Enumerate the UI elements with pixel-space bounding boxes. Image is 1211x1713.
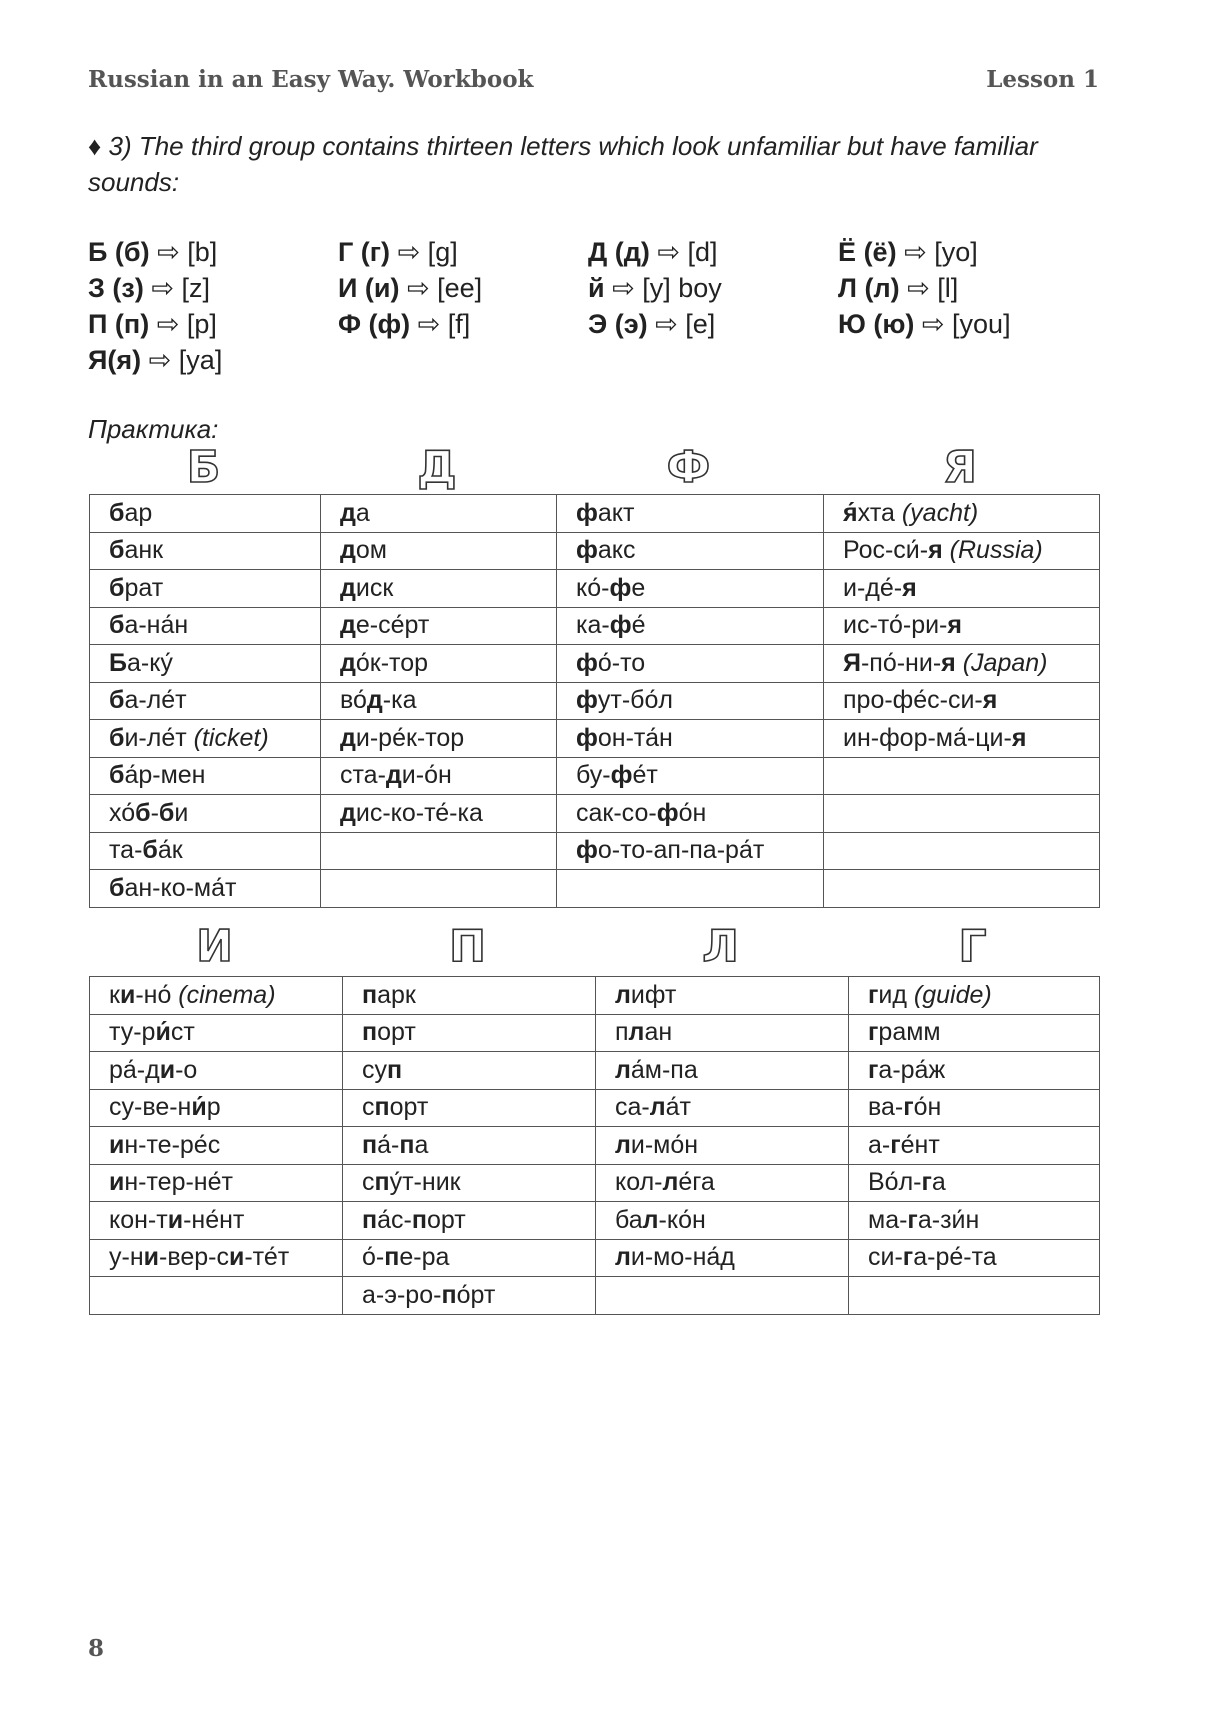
word-cell: кол-ле́га bbox=[596, 1164, 849, 1202]
word-cell: си-га-ре́-та bbox=[849, 1239, 1100, 1277]
word-cell: ка-фе́ bbox=[557, 607, 824, 645]
word-cell: са-ла́т bbox=[596, 1089, 849, 1127]
letter-entry bbox=[838, 270, 1088, 306]
word-cell: план bbox=[596, 1014, 849, 1052]
outline-letter-3: Ф bbox=[666, 442, 711, 493]
word-cell: ли-мо́н bbox=[596, 1127, 849, 1165]
word-cell: а-э-ро-по́рт bbox=[343, 1277, 596, 1315]
word-cell: дом bbox=[321, 532, 557, 570]
word-cell: про-фе́с-си-я bbox=[824, 682, 1100, 720]
word-cell: сак-со-фо́н bbox=[557, 795, 824, 833]
running-header-lesson: Lesson 1 bbox=[986, 66, 1099, 93]
word-cell: ис-то́-ри-я bbox=[824, 607, 1100, 645]
word-cell: спу́т-ник bbox=[343, 1164, 596, 1202]
practice-label: Практика: bbox=[88, 414, 219, 444]
word-cell: ту-ри́ст bbox=[90, 1014, 343, 1052]
word-cell: факс bbox=[557, 532, 824, 570]
word-cell: ма-га-зи́н bbox=[849, 1202, 1100, 1240]
letter-row bbox=[88, 342, 1128, 378]
word-cell: Во́л-га bbox=[849, 1164, 1100, 1202]
word-cell: хо́б-би bbox=[90, 795, 321, 833]
cyrillic-letter: И (и) bbox=[338, 273, 400, 303]
table-row bbox=[90, 720, 1100, 758]
word-cell bbox=[557, 870, 824, 908]
outline-letter-2: Д bbox=[417, 442, 457, 493]
word-cell: бар bbox=[90, 495, 321, 533]
word-cell: па́-па bbox=[343, 1127, 596, 1165]
letter-entry bbox=[88, 270, 338, 306]
word-cell: де-се́рт bbox=[321, 607, 557, 645]
table-row bbox=[90, 570, 1100, 608]
word-cell: ин-фор-ма́-ци-я bbox=[824, 720, 1100, 758]
word-cell bbox=[824, 870, 1100, 908]
table1-letter-headers bbox=[88, 444, 1101, 492]
word-cell bbox=[90, 1277, 343, 1315]
word-cell: ба-на́н bbox=[90, 607, 321, 645]
word-cell: ста-ди-о́н bbox=[321, 757, 557, 795]
word-cell: дис-ко-те́-ка bbox=[321, 795, 557, 833]
letter-entry bbox=[88, 306, 338, 342]
word-cell: порт bbox=[343, 1014, 596, 1052]
word-cell: у-ни-вер-си-те́т bbox=[90, 1239, 343, 1277]
word-cell: о́-пе-ра bbox=[343, 1239, 596, 1277]
word-cell: ин-тер-не́т bbox=[90, 1164, 343, 1202]
word-cell: брат bbox=[90, 570, 321, 608]
table-row bbox=[90, 1089, 1100, 1127]
cyrillic-letter: Г (г) bbox=[338, 237, 391, 267]
word-cell bbox=[824, 757, 1100, 795]
word-cell: бал-ко́н bbox=[596, 1202, 849, 1240]
word-cell: Я-по́-ни-я (Japan) bbox=[824, 645, 1100, 683]
word-cell: суп bbox=[343, 1052, 596, 1090]
word-cell: я́хта (yacht) bbox=[824, 495, 1100, 533]
word-cell: ин-те-ре́с bbox=[90, 1127, 343, 1165]
letter-entry bbox=[88, 234, 338, 270]
letter-entry bbox=[88, 342, 338, 378]
letter-row bbox=[88, 270, 1128, 306]
table2 bbox=[89, 976, 1100, 1315]
letter-row bbox=[88, 306, 1128, 342]
word-cell: би-ле́т (ticket) bbox=[90, 720, 321, 758]
table-row bbox=[90, 532, 1100, 570]
cyrillic-letter: Я(я) bbox=[88, 345, 142, 375]
table2-letter-headers bbox=[88, 923, 1101, 971]
table-row bbox=[90, 645, 1100, 683]
word-cell: гид (guide) bbox=[849, 977, 1100, 1015]
word-cell: га-ра́ж bbox=[849, 1052, 1100, 1090]
table-row bbox=[90, 757, 1100, 795]
letter-sound: ⇨ [f] bbox=[417, 309, 471, 339]
word-cell bbox=[824, 832, 1100, 870]
word-cell: грамм bbox=[849, 1014, 1100, 1052]
word-cell: кон-ти-не́нт bbox=[90, 1202, 343, 1240]
word-cell: ра́-ди-о bbox=[90, 1052, 343, 1090]
outline-letter-1: И bbox=[196, 921, 233, 972]
running-header-title: Russian in an Easy Way. Workbook bbox=[88, 66, 534, 93]
letter-sound: ⇨ [yo] bbox=[904, 237, 978, 267]
word-cell: до́к-тор bbox=[321, 645, 557, 683]
word-cell: ба́р-мен bbox=[90, 757, 321, 795]
table-row bbox=[90, 1052, 1100, 1090]
outline-letter-4: Я bbox=[943, 442, 977, 493]
table-row bbox=[90, 832, 1100, 870]
intro-text: ♦ 3) The third group contains thirteen letters which look unfamiliar but have familiar sounds: bbox=[88, 131, 1038, 197]
cyrillic-letter: З (з) bbox=[88, 273, 144, 303]
table-row bbox=[90, 682, 1100, 720]
word-cell: бу-фе́т bbox=[557, 757, 824, 795]
outline-letter-3: Л bbox=[702, 921, 739, 972]
cyrillic-letter: Б (б) bbox=[88, 237, 150, 267]
table-row bbox=[90, 1239, 1100, 1277]
table-row bbox=[90, 607, 1100, 645]
word-cell: во́д-ка bbox=[321, 682, 557, 720]
word-cell: ба-ле́т bbox=[90, 682, 321, 720]
letter-sound: ⇨ [g] bbox=[397, 237, 458, 267]
word-cell bbox=[321, 870, 557, 908]
word-cell: ли-мо-на́д bbox=[596, 1239, 849, 1277]
table-row bbox=[90, 495, 1100, 533]
letter-entry bbox=[338, 270, 588, 306]
word-cell: бан-ко-ма́т bbox=[90, 870, 321, 908]
letter-sound: ⇨ [p] bbox=[156, 309, 217, 339]
cyrillic-letter: П (п) bbox=[88, 309, 150, 339]
letter-sound: ⇨ [d] bbox=[657, 237, 718, 267]
letter-entry bbox=[838, 234, 1088, 270]
table-row bbox=[90, 870, 1100, 908]
word-cell: ко́-фе bbox=[557, 570, 824, 608]
word-cell: ва-го́н bbox=[849, 1089, 1100, 1127]
cyrillic-letter: Л (л) bbox=[838, 273, 900, 303]
letter-entry bbox=[838, 306, 1088, 342]
word-cell: Ба-ку́ bbox=[90, 645, 321, 683]
outline-letter-4: Г bbox=[958, 921, 987, 972]
word-cell: фон-та́н bbox=[557, 720, 824, 758]
cyrillic-letter: Ю (ю) bbox=[838, 309, 915, 339]
word-cell: лифт bbox=[596, 977, 849, 1015]
word-cell: спорт bbox=[343, 1089, 596, 1127]
cyrillic-letter: Д (д) bbox=[588, 237, 650, 267]
letter-entry bbox=[588, 306, 838, 342]
word-cell: па́с-порт bbox=[343, 1202, 596, 1240]
letter-sound: ⇨ [you] bbox=[921, 309, 1011, 339]
table1 bbox=[89, 494, 1100, 908]
word-cell bbox=[849, 1277, 1100, 1315]
word-cell: ла́м-па bbox=[596, 1052, 849, 1090]
letter-entry bbox=[338, 306, 588, 342]
table-row bbox=[90, 977, 1100, 1015]
word-cell: фо-то-ап-па-ра́т bbox=[557, 832, 824, 870]
letter-entry bbox=[588, 234, 838, 270]
word-cell: диск bbox=[321, 570, 557, 608]
cyrillic-letter: Ё (ё) bbox=[838, 237, 897, 267]
word-cell: су-ве-ни́р bbox=[90, 1089, 343, 1127]
table-row bbox=[90, 1277, 1100, 1315]
letter-sound: ⇨ [ee] bbox=[407, 273, 483, 303]
page-number: 8 bbox=[88, 1635, 105, 1662]
letter-sound: ⇨ [z] bbox=[151, 273, 210, 303]
cyrillic-letter: Э (э) bbox=[588, 309, 648, 339]
outline-letter-2: П bbox=[449, 921, 486, 972]
cyrillic-letter: Ф (ф) bbox=[338, 309, 411, 339]
letter-sound: ⇨ [ya] bbox=[148, 345, 223, 375]
letter-sound: ⇨ [b] bbox=[157, 237, 218, 267]
table-row bbox=[90, 1014, 1100, 1052]
letter-sound: ⇨ [y] boy bbox=[612, 273, 722, 303]
word-cell: фут-бо́л bbox=[557, 682, 824, 720]
word-cell bbox=[824, 795, 1100, 833]
word-cell: ки-но́ (cinema) bbox=[90, 977, 343, 1015]
word-cell: ди-ре́к-тор bbox=[321, 720, 557, 758]
word-cell: фо́-то bbox=[557, 645, 824, 683]
word-cell: Рос-си́-я (Russia) bbox=[824, 532, 1100, 570]
letter-sound: ⇨ [l] bbox=[907, 273, 959, 303]
word-cell: банк bbox=[90, 532, 321, 570]
outline-letter-1: Б bbox=[186, 442, 221, 493]
cyrillic-letter: й bbox=[588, 273, 605, 303]
letter-row bbox=[88, 234, 1128, 270]
table-row bbox=[90, 1164, 1100, 1202]
word-cell: парк bbox=[343, 977, 596, 1015]
word-cell: да bbox=[321, 495, 557, 533]
word-cell: а-ге́нт bbox=[849, 1127, 1100, 1165]
table-row bbox=[90, 1127, 1100, 1165]
word-cell: та-ба́к bbox=[90, 832, 321, 870]
word-cell: и-де́-я bbox=[824, 570, 1100, 608]
letter-entry bbox=[338, 234, 588, 270]
letter-sound-grid bbox=[88, 234, 1128, 378]
word-cell bbox=[596, 1277, 849, 1315]
table-row bbox=[90, 1202, 1100, 1240]
letter-entry bbox=[588, 270, 838, 306]
word-cell bbox=[321, 832, 557, 870]
table-row bbox=[90, 795, 1100, 833]
letter-sound: ⇨ [e] bbox=[655, 309, 716, 339]
word-cell: факт bbox=[557, 495, 824, 533]
